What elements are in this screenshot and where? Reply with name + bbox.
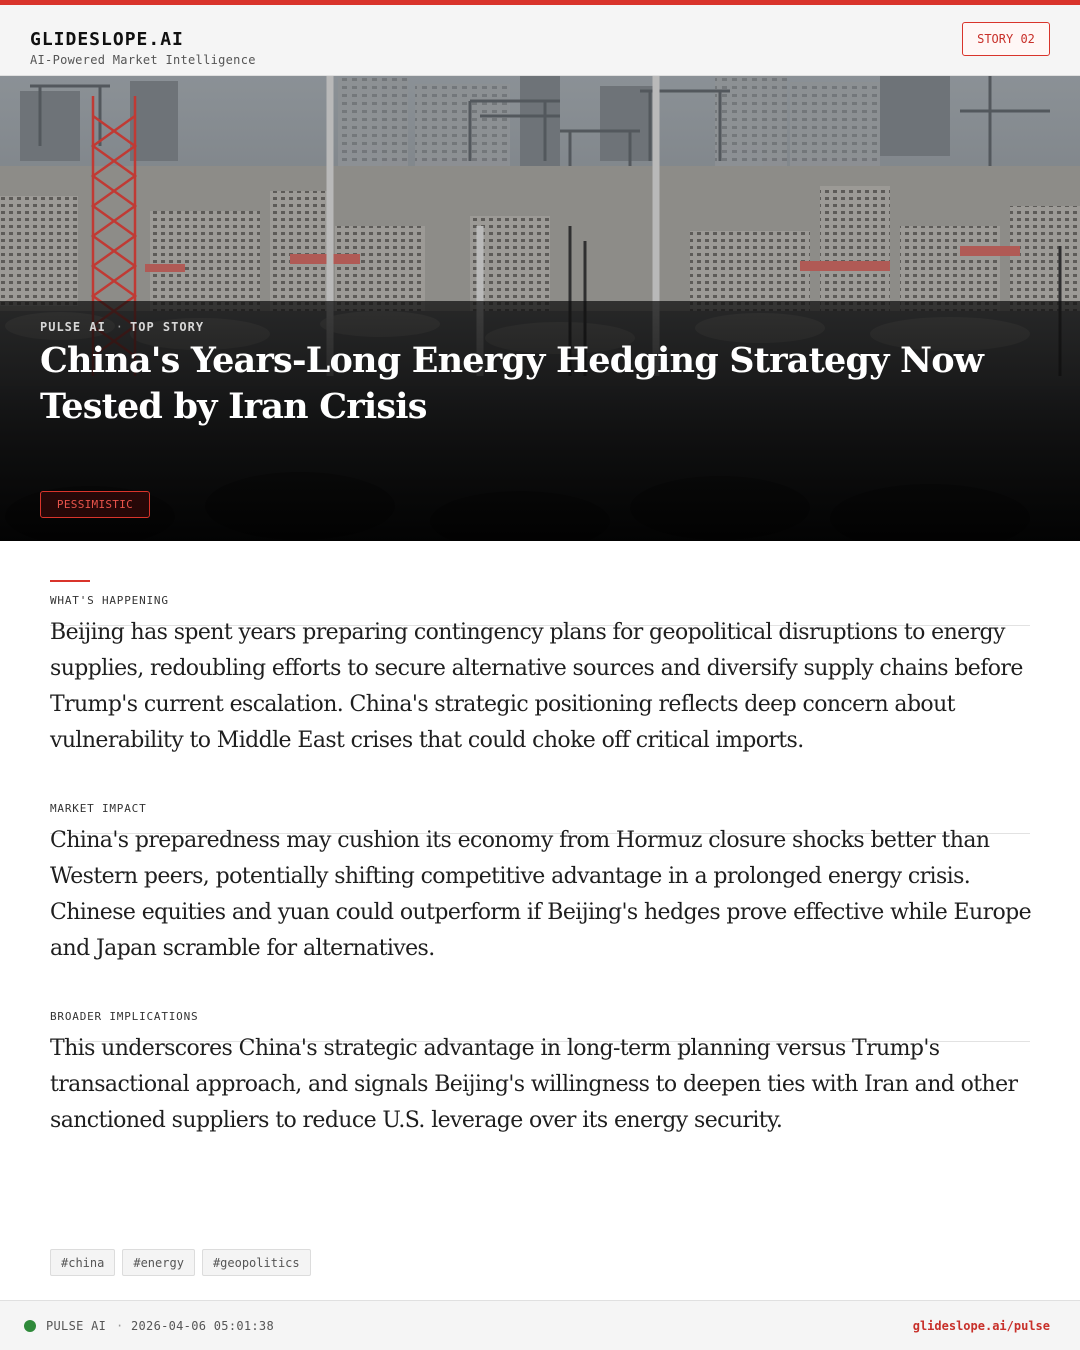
site-header: [0, 5, 1080, 76]
section-body-market-impact: China's preparedness may cushion its economy from Hormuz closure shocks better than Western peers, potentially shifting competitive advantage in a prolonged energy crisis. Chinese equities and yuan could outperform if Beijing's hedges prove effective while Europe and Japan scramble for alternatives.: [50, 828, 1032, 961]
kicker-source: PULSE AI: [40, 320, 106, 334]
tag-china[interactable]: #china: [50, 1249, 115, 1276]
live-status-dot-icon: [24, 1320, 36, 1332]
tag-geopolitics[interactable]: #geopolitics: [202, 1249, 311, 1276]
brand-tagline: AI-Powered Market Intelligence: [30, 53, 256, 67]
section-body-whats-happening: Beijing has spent years preparing contingency plans for geopolitical disruptions to energy supplies, redoubling efforts to secure alternative sources and diversify supply chains before Trump's current escalation. China's strategic positioning reflects deep concern about vulnerability to Middle East crises that could choke off critical imports.: [50, 620, 1023, 753]
section-accent-line: [50, 580, 90, 582]
footer-source: PULSE AI: [46, 1319, 107, 1333]
story-kicker: [40, 320, 204, 334]
section-label-broader-implications: BROADER IMPLICATIONS: [50, 1010, 199, 1023]
footer-timestamp: 2026-04-06 05:01:38: [131, 1319, 274, 1333]
hero-banner: [0, 76, 1080, 541]
page-footer: [0, 1300, 1080, 1350]
kicker-category: TOP STORY: [130, 320, 205, 334]
brand-logo-text[interactable]: GLIDESLOPE.AI: [30, 29, 184, 50]
footer-separator: ·: [116, 1319, 124, 1333]
kicker-separator: ·: [115, 320, 125, 334]
section-body-broader-implications: This underscores China's strategic advantage in long-term planning versus Trump's transactional approach, and signals Beijing's willingness to deepen ties with Iran and other sanctioned suppliers to reduce U.S. leverage over its energy security.: [50, 1036, 1018, 1133]
story-number-badge: STORY 02: [962, 22, 1050, 56]
tag-energy[interactable]: #energy: [122, 1249, 195, 1276]
section-label-whats-happening: WHAT'S HAPPENING: [50, 594, 169, 607]
story-headline: China's Years-Long Energy Hedging Strategy Now Tested by Iran Crisis: [40, 340, 984, 427]
section-label-market-impact: MARKET IMPACT: [50, 802, 147, 815]
footer-link[interactable]: glideslope.ai/pulse: [912, 1319, 1050, 1333]
sentiment-badge: PESSIMISTIC: [40, 491, 150, 518]
tag-list: [50, 1249, 311, 1276]
